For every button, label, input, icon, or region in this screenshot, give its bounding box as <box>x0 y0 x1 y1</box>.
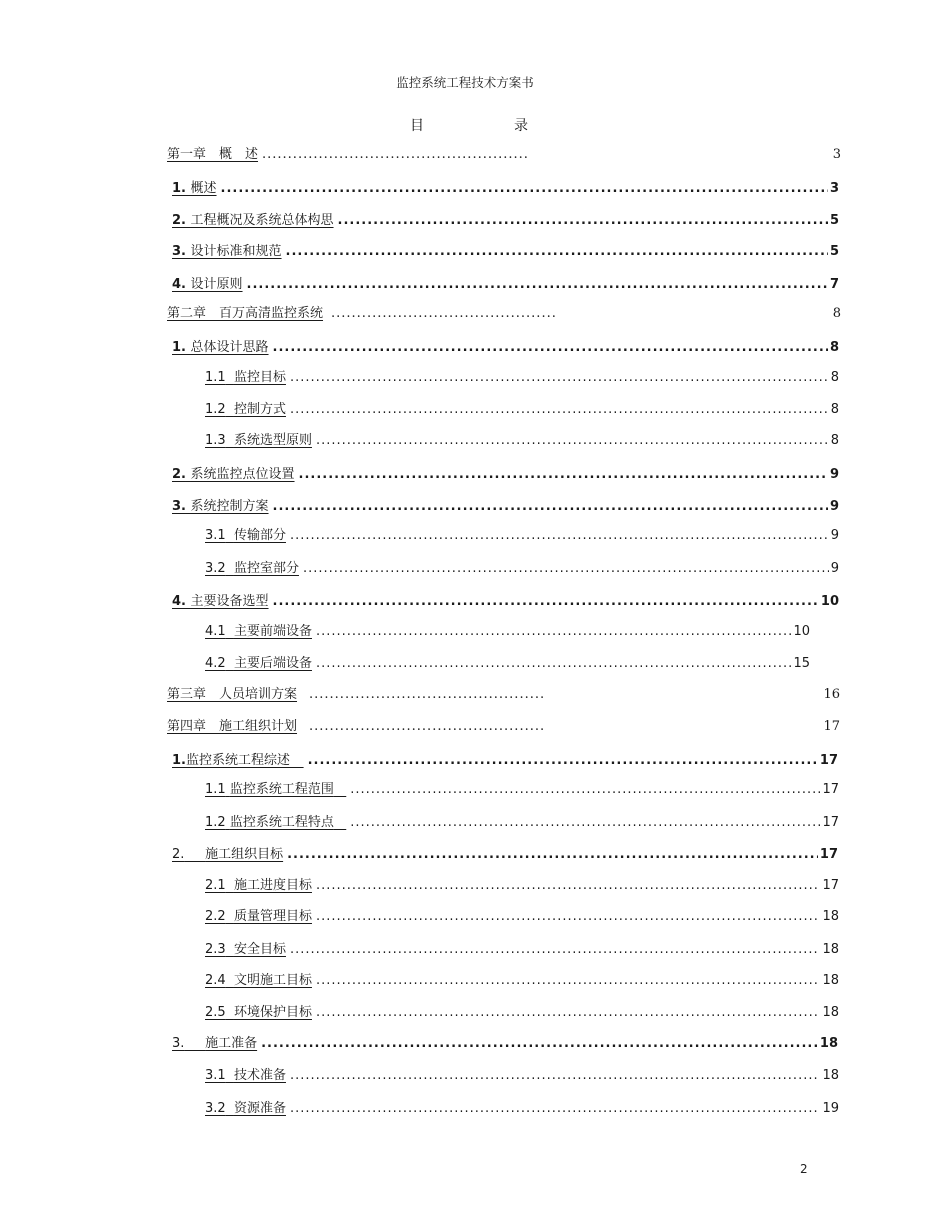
dot-leader <box>290 1067 820 1085</box>
dot-leader <box>316 432 829 450</box>
toc-entry-label: 监控系统工程综述 <box>185 753 290 768</box>
dot-leader <box>316 972 820 990</box>
toc-entry[interactable] <box>205 623 810 641</box>
toc-entry-page: 5 <box>829 213 839 228</box>
toc-entry-label: 概述 <box>190 181 217 196</box>
toc-entry-number: 1.1 <box>205 782 226 797</box>
toc-entry-label: 主要后端设备 <box>233 656 312 671</box>
toc-entry-number: 3.1 <box>205 528 226 543</box>
toc-entry[interactable] <box>172 212 839 230</box>
toc-entry[interactable] <box>205 908 839 926</box>
toc-entry-page: 3 <box>832 147 841 162</box>
toc-entry-number: 1. <box>172 340 186 355</box>
dot-leader <box>350 814 820 832</box>
toc-entry-label: 主要设备选型 <box>190 594 269 609</box>
dot-leader <box>350 781 820 799</box>
toc-entry-label: 技术准备 <box>233 1068 286 1083</box>
toc-entry[interactable] <box>172 276 839 294</box>
toc-entry-number: 2. <box>172 467 186 482</box>
toc-entry-number: 3.2 <box>205 1101 226 1116</box>
toc-entry[interactable] <box>205 432 839 450</box>
dot-leader <box>316 908 820 926</box>
document-header: 监控系统工程技术方案书 <box>396 75 534 90</box>
toc-entry-page: 17 <box>822 878 839 893</box>
toc-entry[interactable] <box>205 527 839 545</box>
toc-entry[interactable] <box>172 593 839 611</box>
toc-entry[interactable] <box>205 941 839 959</box>
dot-leader <box>303 560 829 578</box>
toc-entry-number: 1.1 <box>205 370 226 385</box>
toc-entry-chapter-4[interactable] <box>167 718 840 736</box>
dot-leader <box>273 339 828 357</box>
toc-entry[interactable] <box>172 846 838 864</box>
toc-entry-chapter-1[interactable] <box>167 146 841 164</box>
toc-entry-chapter-2[interactable] <box>167 305 841 323</box>
toc-entry-page: 17 <box>819 753 838 768</box>
dot-leader <box>316 1004 820 1022</box>
toc-entry-number: 1.3 <box>205 433 226 448</box>
toc-entry-label: 控制方式 <box>233 402 286 417</box>
dot-leader <box>309 686 545 704</box>
toc-entry-label: 主要前端设备 <box>233 624 312 639</box>
toc-entry-page: 8 <box>830 370 839 385</box>
toc-entry-number: 4.2 <box>205 656 226 671</box>
toc-entry-label: 安全目标 <box>233 942 286 957</box>
toc-entry-page: 8 <box>830 402 839 417</box>
toc-entry-number: 4. <box>172 594 186 609</box>
dot-leader <box>286 243 828 261</box>
toc-entry-page: 9 <box>830 561 839 576</box>
toc-entry[interactable] <box>205 814 839 832</box>
toc-entry-page: 19 <box>822 1101 839 1116</box>
dot-leader <box>338 212 828 230</box>
dot-leader <box>273 593 819 611</box>
toc-entry-page: 16 <box>823 687 840 702</box>
dot-leader <box>290 527 829 545</box>
toc-entry-label: 第二章 百万高清监控系统 <box>167 306 324 321</box>
toc-entry-label: 系统选型原则 <box>233 433 312 448</box>
toc-entry-page: 18 <box>822 973 839 988</box>
toc-entry-page: 18 <box>822 1005 839 1020</box>
dot-leader <box>290 401 829 419</box>
toc-entry-page: 8 <box>832 306 841 321</box>
dot-leader <box>290 941 820 959</box>
toc-entry-number: 3.1 <box>205 1068 226 1083</box>
dot-leader <box>273 498 828 516</box>
toc-entry-label: 施工进度目标 <box>233 878 312 893</box>
toc-entry-page: 7 <box>829 277 839 292</box>
toc-entry-page: 18 <box>819 1036 838 1051</box>
toc-entry-number: 1.2 <box>205 815 226 830</box>
page-number: 2 <box>800 1162 808 1176</box>
toc-entry-label: 监控目标 <box>233 370 286 385</box>
toc-entry-number: 2.4 <box>205 973 226 988</box>
toc-entry-page: 18 <box>822 942 839 957</box>
toc-entry-page: 17 <box>822 815 839 830</box>
toc-entry-page: 10 <box>820 594 839 609</box>
toc-entry-number: 2.5 <box>205 1005 226 1020</box>
toc-entry[interactable] <box>205 1067 839 1085</box>
toc-entry[interactable] <box>172 243 839 261</box>
toc-entry-label: 第一章 概 述 <box>167 147 259 162</box>
toc-entry-number: 2.1 <box>205 878 226 893</box>
toc-entry[interactable] <box>172 498 839 516</box>
dot-leader <box>316 623 791 641</box>
toc-entry-number: 3. <box>172 499 186 514</box>
toc-entry[interactable] <box>205 369 839 387</box>
toc-entry-label: 环境保护目标 <box>233 1005 312 1020</box>
toc-entry-number: 1.2 <box>205 402 226 417</box>
toc-entry[interactable] <box>205 1100 839 1118</box>
toc-entry[interactable] <box>205 877 839 895</box>
toc-entry-label: 总体设计思路 <box>190 340 269 355</box>
toc-entry-page: 10 <box>793 624 810 639</box>
toc-entry-label: 设计原则 <box>190 277 243 292</box>
dot-leader <box>290 369 829 387</box>
dot-leader <box>316 877 820 895</box>
toc-entry-page: 9 <box>829 499 839 514</box>
toc-entry-label: 质量管理目标 <box>233 909 312 924</box>
dot-leader <box>247 276 828 294</box>
dot-leader <box>290 1100 820 1118</box>
toc-entry-label: 工程概况及系统总体构思 <box>190 213 334 228</box>
dot-leader <box>316 655 791 673</box>
toc-entry-label: 监控系统工程特点 <box>229 815 334 830</box>
toc-entry[interactable] <box>172 752 838 770</box>
toc-entry-label: 监控室部分 <box>233 561 299 576</box>
toc-entry-label: 系统控制方案 <box>190 499 269 514</box>
toc-entry-label: 第三章 人员培训方案 <box>167 687 298 702</box>
toc-entry-number: 2.2 <box>205 909 226 924</box>
dot-leader <box>331 305 555 323</box>
toc-entry-page: 18 <box>822 1068 839 1083</box>
toc-entry-page: 15 <box>793 656 810 671</box>
toc-entry-chapter-3[interactable] <box>167 686 840 704</box>
toc-entry-number: 4.1 <box>205 624 226 639</box>
toc-entry-page: 8 <box>830 433 839 448</box>
toc-entry-label: 传输部分 <box>233 528 286 543</box>
toc-entry-page: 18 <box>822 909 839 924</box>
dot-leader <box>287 846 818 864</box>
toc-entry-page: 17 <box>822 782 839 797</box>
toc-entry[interactable] <box>205 560 839 578</box>
toc-entry-number: 1. <box>172 753 186 768</box>
toc-entry-number: 2. <box>172 847 185 862</box>
toc-entry-page: 8 <box>829 340 839 355</box>
toc-entry-label: 文明施工目标 <box>233 973 312 988</box>
dot-leader <box>221 180 828 198</box>
toc-entry-label: 施工组织目标 <box>205 847 284 862</box>
toc-title: 目 录 <box>410 118 566 134</box>
toc-entry-label: 监控系统工程范围 <box>229 782 334 797</box>
toc-entry[interactable] <box>172 339 839 357</box>
toc-entry-page: 17 <box>819 847 838 862</box>
toc-entry[interactable] <box>205 655 810 673</box>
toc-entry-number: 2. <box>172 213 186 228</box>
dot-leader <box>299 466 828 484</box>
toc-entry-number: 1. <box>172 181 186 196</box>
toc-entry[interactable] <box>205 972 839 990</box>
dot-leader <box>261 1035 818 1053</box>
toc-entry[interactable] <box>205 781 839 799</box>
toc-entry-page: 5 <box>829 244 839 259</box>
toc-entry[interactable] <box>172 466 839 484</box>
dot-leader <box>262 146 530 164</box>
toc-entry-number: 3.2 <box>205 561 226 576</box>
toc-entry[interactable] <box>205 1004 839 1022</box>
toc-entry-page: 9 <box>830 528 839 543</box>
toc-entry-page: 17 <box>823 719 840 734</box>
toc-entry-label: 资源准备 <box>233 1101 286 1116</box>
toc-entry-label: 系统监控点位设置 <box>190 467 295 482</box>
dot-leader <box>309 718 545 736</box>
dot-leader <box>308 752 818 770</box>
toc-entry-number: 3. <box>172 1036 185 1051</box>
toc-entry[interactable] <box>205 401 839 419</box>
toc-entry-number: 4. <box>172 277 186 292</box>
toc-entry-label: 第四章 施工组织计划 <box>167 719 298 734</box>
toc-entry-number: 3. <box>172 244 186 259</box>
toc-entry[interactable] <box>172 180 839 198</box>
toc-entry-number: 2.3 <box>205 942 226 957</box>
toc-entry[interactable] <box>172 1035 838 1053</box>
toc-entry-label: 施工准备 <box>205 1036 258 1051</box>
toc-entry-page: 9 <box>829 467 839 482</box>
toc-entry-label: 设计标准和规范 <box>190 244 282 259</box>
toc-entry-page: 3 <box>829 181 839 196</box>
